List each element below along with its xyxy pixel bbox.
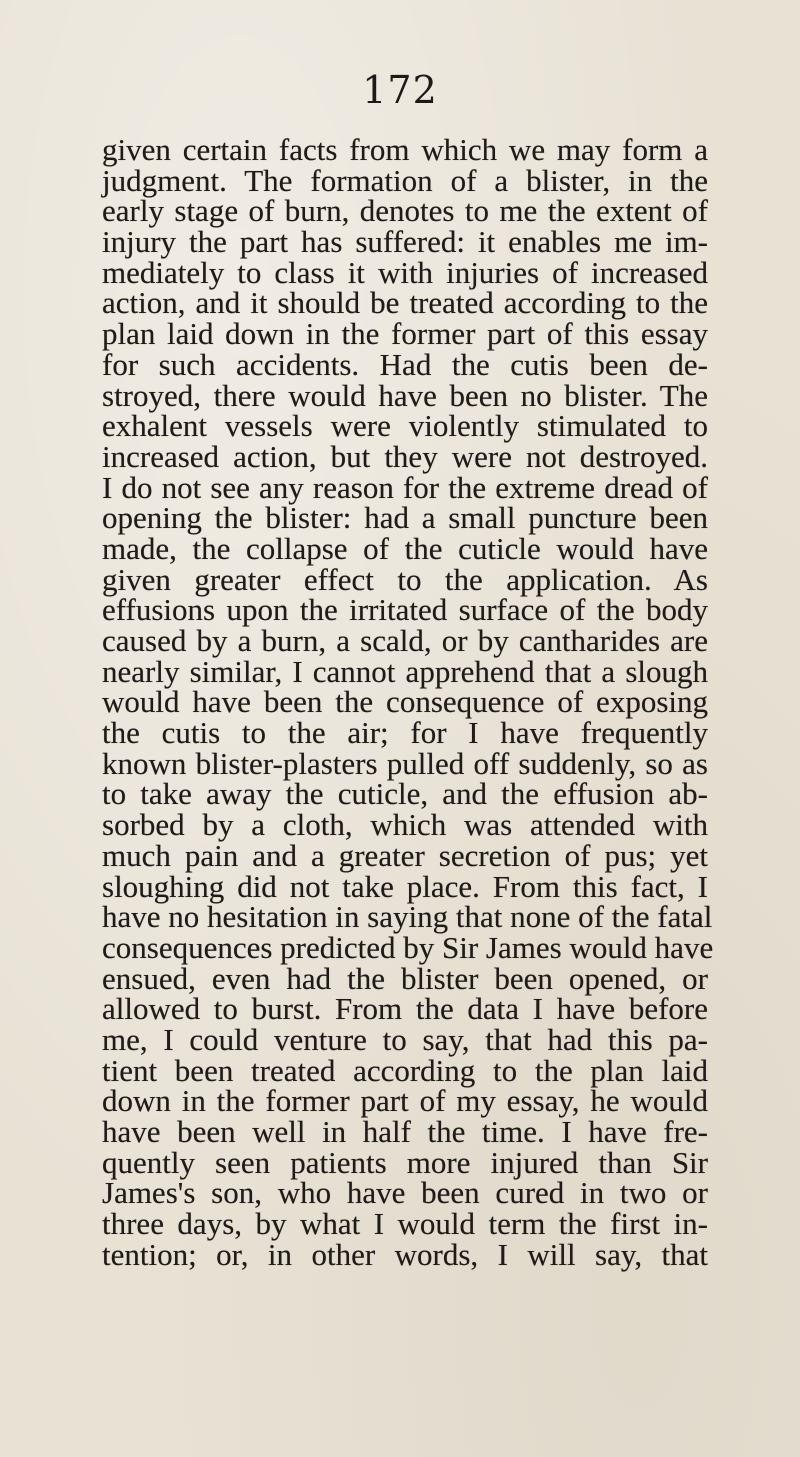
page-number: 172 (362, 68, 438, 112)
text-line: made, the collapse of the cuticle would have (102, 530, 708, 566)
text-line: tient been treated according to the plan laid (102, 1052, 708, 1088)
text-line: known blister-plasters pulled off suddenly, so as (102, 745, 708, 781)
text-line: sorbed by a cloth, which was attended with (102, 807, 708, 843)
text-line: plan laid down in the former part of this essay (102, 316, 708, 352)
text-line: me, I could venture to say, that had this pa- (102, 1021, 708, 1057)
text-line: three days, by what I would term the first in- (102, 1206, 708, 1242)
text-line: exhalent vessels were violently stimulated to (102, 408, 708, 444)
body-text (102, 132, 714, 1272)
text-line: quently seen patients more injured than Sir (102, 1144, 708, 1180)
text-line: nearly similar, I cannot apprehend that a slough (102, 653, 708, 689)
text-line: allowed to burst. From the data I have before (102, 991, 708, 1027)
text-line: much pain and a greater secretion of pus; yet (102, 837, 708, 873)
text-line: mediately to class it with injuries of increased (102, 254, 708, 290)
text-line: sloughing did not take place. From this fact, I (102, 868, 708, 904)
text-line: James's son, who have been cured in two or (102, 1175, 708, 1211)
text-line: would have been the consequence of exposing (102, 684, 708, 720)
text-line: consequences predicted by Sir James would have (102, 929, 714, 965)
text-line: for such accidents. Had the cutis been de- (102, 346, 708, 382)
text-line: stroyed, there would have been no blister. The (102, 377, 708, 413)
text-line: given greater effect to the application. As (102, 561, 708, 597)
text-line: tention; or, in other words, I will say, that (102, 1236, 708, 1272)
text-line: action, and it should be treated according to the (102, 285, 708, 321)
text-line: judgment. The formation of a blister, in the (102, 162, 708, 198)
text-line: effusions upon the irritated surface of the body (102, 592, 708, 628)
text-line: early stage of burn, denotes to me the extent of (102, 193, 708, 229)
text-line: down in the former part of my essay, he would (102, 1083, 708, 1119)
text-line: caused by a burn, a scald, or by cantharides are (102, 623, 708, 658)
text-line: have been well in half the time. I have fre- (102, 1114, 708, 1149)
text-line: ensued, even had the blister been opened, or (102, 960, 708, 996)
text-line: injury the part has suffered: it enables me im- (102, 224, 708, 260)
text-line: opening the blister: had a small puncture been (102, 500, 708, 536)
text-line: the cutis to the air; for I have frequently (102, 715, 708, 751)
text-line: given certain facts from which we may form a (102, 132, 708, 167)
text-line: to take away the cuticle, and the effusion ab- (102, 776, 708, 812)
text-line: I do not see any reason for the extreme dread of (102, 469, 708, 505)
text-line: have no hesitation in saying that none of the fatal (102, 899, 713, 935)
text-line: increased action, but they were not destroyed. (102, 438, 708, 474)
